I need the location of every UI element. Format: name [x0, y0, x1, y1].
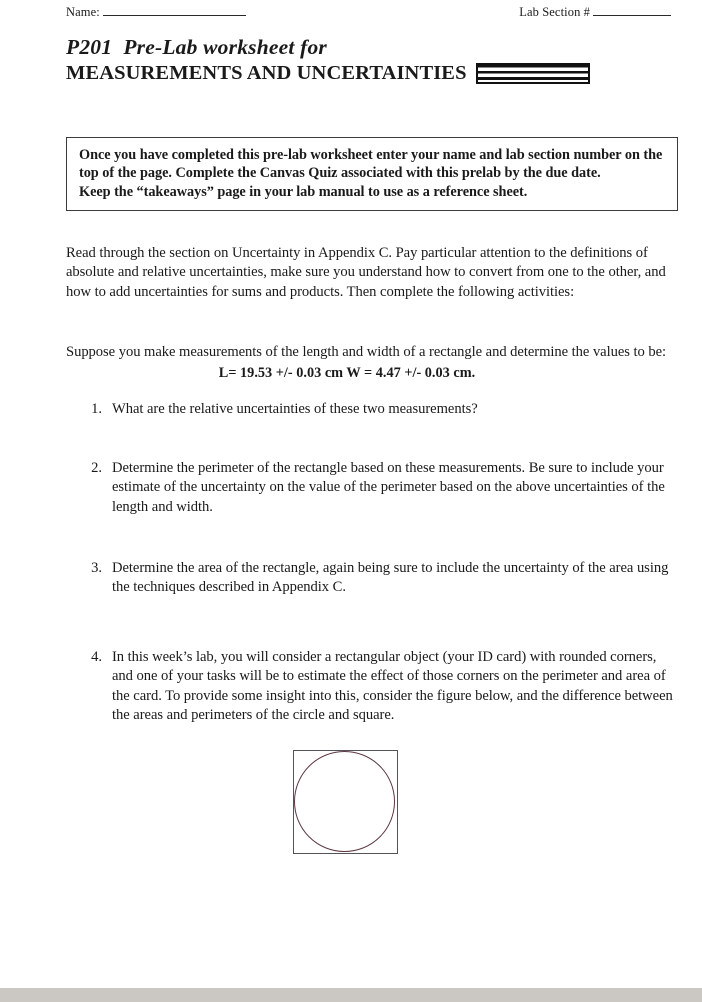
instruction-paragraph-1: Once you have completed this pre-lab worksheet enter your name and lab section number on the top of the page. Complete the Canvas Quiz associated with this prelab by the due date.	[79, 147, 663, 182]
question-text-2: Determine the perimeter of the rectangle based on these measurements. Be sure to include your estimate of the uncertainty on the value of the perimeter based on the above uncertainties of the length and width.	[112, 460, 665, 515]
header-fields-row	[66, 4, 678, 24]
question-item-4	[86, 648, 678, 726]
suppose-paragraph-block	[66, 343, 680, 383]
circle-in-square-figure	[293, 750, 398, 854]
page-title-subject: MEASUREMENTS AND UNCERTAINTIES	[66, 62, 467, 85]
figure-circle-shape	[294, 751, 395, 852]
measurement-values: L= 19.53 +/- 0.03 cm W = 4.47 +/- 0.03 cm.	[218, 365, 476, 382]
lab-section-field-group	[519, 4, 671, 20]
name-field-group	[66, 4, 246, 20]
question-number-4: 4.	[91, 649, 102, 665]
question-item-3	[86, 559, 678, 598]
question-item-1	[86, 400, 678, 419]
instruction-paragraph-2: Keep the “takeaways” page in your lab manual to use as a reference sheet.	[79, 183, 528, 200]
lab-section-label: Lab Section #	[519, 5, 590, 19]
name-write-in-line[interactable]	[103, 4, 246, 16]
intro-paragraph: Read through the section on Uncertainty in Appendix C. Pay particular attention to the definitions of absolute and relative uncertainties, make sure you understand how to convert from one to the other, and how to add uncertainties for sums and products. Then complete the following activities:	[66, 245, 666, 300]
title-block	[66, 36, 678, 85]
question-number-2: 2.	[91, 460, 102, 476]
question-number-1: 1.	[91, 401, 102, 417]
question-number-3: 3.	[91, 560, 102, 576]
name-label: Name:	[66, 5, 100, 19]
question-text-3: Determine the area of the rectangle, again being sure to include the uncertainty of the area using the techniques described in Appendix C.	[112, 560, 669, 596]
page-title-course: P201 Pre-Lab worksheet for	[66, 35, 327, 59]
suppose-paragraph: Suppose you make measurements of the length and width of a rectangle and determine the values to be:	[66, 344, 667, 360]
question-text-4: In this week’s lab, you will consider a rectangular object (your ID card) with rounded corners, and one of your tasks will be to estimate the effect of those corners on the perimeter and area of the card. To provide some insight into this, consider the figure below, and the difference between the areas and perimeters of the circle and square.	[112, 649, 673, 724]
question-text-1: What are the relative uncertainties of these two measurements?	[112, 401, 478, 417]
lab-section-write-in-line[interactable]	[593, 4, 671, 16]
page-title-subject-row	[66, 63, 678, 85]
question-item-2	[86, 459, 678, 517]
instruction-box	[66, 137, 678, 211]
page-bottom-band	[0, 988, 702, 1002]
striped-bar-decoration-icon	[476, 63, 590, 84]
